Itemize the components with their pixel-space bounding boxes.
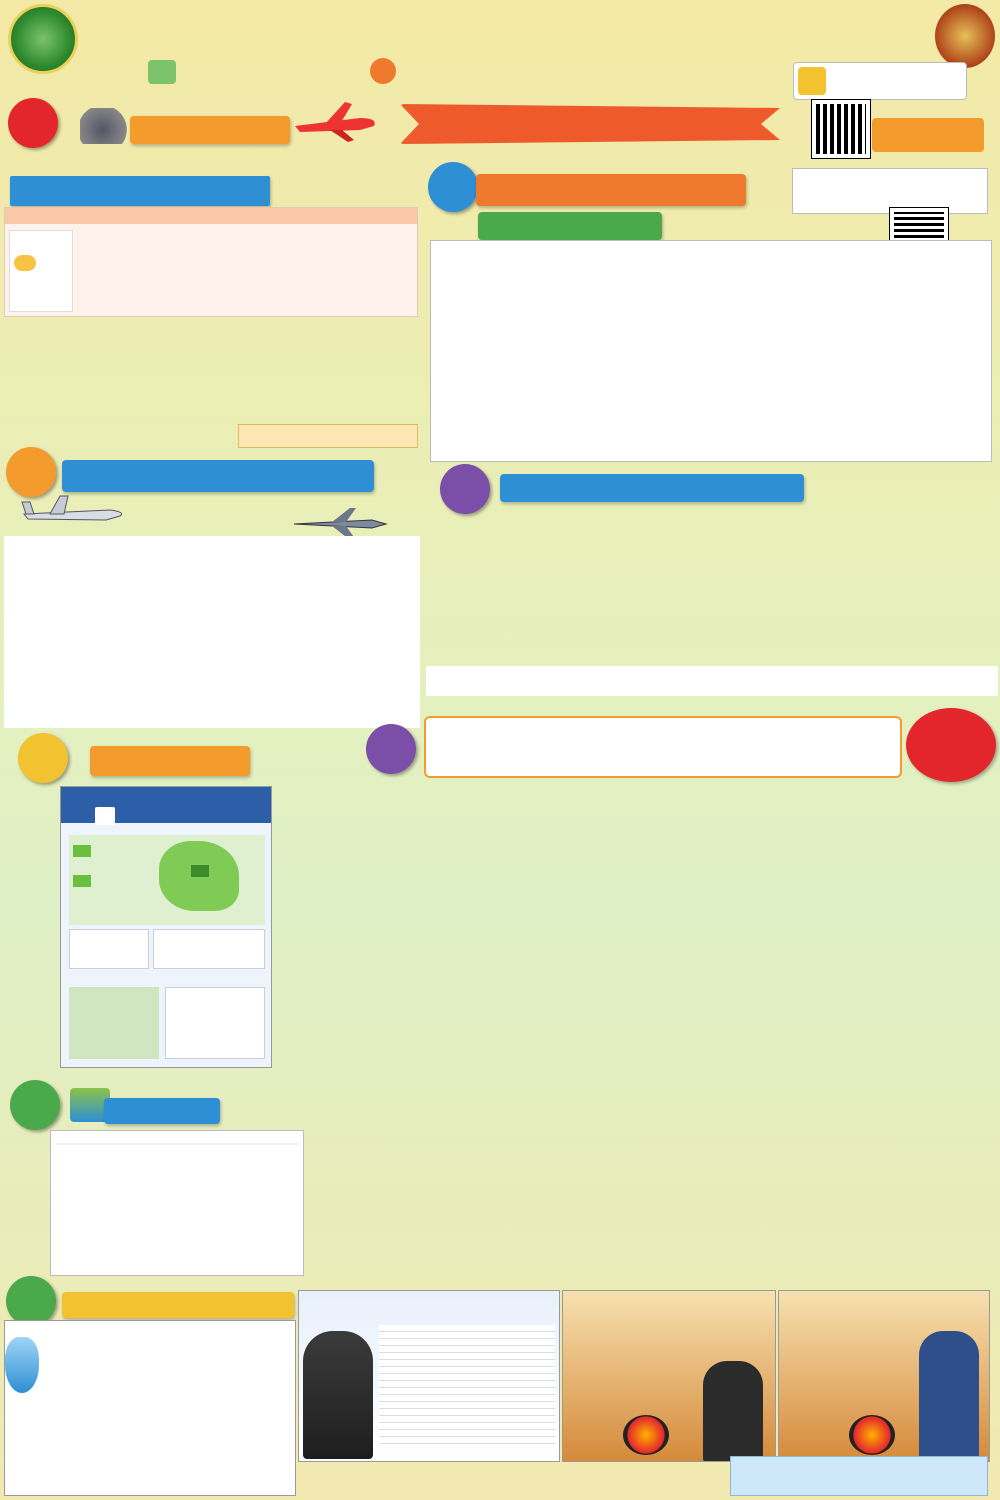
casa-plane-icon xyxy=(20,492,130,532)
section-6-number xyxy=(428,162,478,212)
province-seal-logo xyxy=(935,4,995,68)
pipunraj-qr-code[interactable] xyxy=(812,100,870,158)
forecast-panel xyxy=(4,207,418,317)
current-weather-card xyxy=(9,230,73,312)
royal-rain-text xyxy=(4,536,420,728)
poster-chart xyxy=(69,929,149,969)
forecast-subtitle xyxy=(10,176,270,206)
section-8-number xyxy=(366,724,416,774)
daily-total-badge xyxy=(906,708,996,782)
crop-source xyxy=(426,666,998,696)
aqi-badge-2 xyxy=(191,865,209,877)
announcement-text xyxy=(379,1325,555,1445)
section-6-title xyxy=(476,174,746,206)
section-4-title xyxy=(104,1098,220,1124)
epidemic-panel xyxy=(430,240,992,462)
air-quality-report-poster[interactable] xyxy=(60,786,272,1068)
poster-aqi-table xyxy=(153,929,265,969)
pipunraj-link-box[interactable] xyxy=(872,118,984,152)
email-icon xyxy=(370,58,396,84)
agriculture-office-logo xyxy=(8,4,78,74)
water-drop-icon xyxy=(5,1337,39,1393)
section-7-number xyxy=(440,464,490,514)
stop-burning-1 xyxy=(623,1415,669,1455)
pipunraj-logo-box xyxy=(793,62,967,100)
pipunraj-icon xyxy=(798,67,826,95)
sun-cloud-icon xyxy=(14,255,36,271)
section-2-title xyxy=(62,460,374,492)
forecast-city xyxy=(5,208,417,224)
phone-icon xyxy=(148,60,176,84)
weather-source xyxy=(238,424,418,448)
section-1-title xyxy=(130,116,290,144)
governor-photo xyxy=(703,1361,763,1461)
section-3-number xyxy=(18,733,68,783)
water-summary xyxy=(55,1143,299,1145)
poster-hotspot-table xyxy=(165,987,265,1059)
airplane-icon xyxy=(290,96,380,146)
poster-hotspot-map xyxy=(69,987,159,1059)
aqi-badge-1 xyxy=(73,845,91,857)
hotspot-title-box xyxy=(424,716,902,778)
burn-warning-poster-1[interactable] xyxy=(562,1290,776,1462)
poster-date xyxy=(95,807,115,825)
section-5-number xyxy=(6,1276,56,1326)
overview-ribbon xyxy=(400,104,780,144)
aqi-badge-3 xyxy=(73,875,91,887)
phone-contact xyxy=(148,60,184,84)
poster-header xyxy=(61,787,271,823)
forecast-days xyxy=(81,238,415,314)
stop-burning-2 xyxy=(849,1415,895,1455)
section-5-title xyxy=(62,1292,294,1318)
section-7-title xyxy=(500,474,804,502)
water-situation-card xyxy=(50,1130,304,1276)
minister-photo xyxy=(303,1331,373,1459)
poster-map xyxy=(69,835,265,925)
section-4-number xyxy=(10,1080,60,1130)
section-3-title xyxy=(90,746,250,776)
section-2-number xyxy=(6,447,56,497)
burn-warning-poster-2[interactable] xyxy=(778,1290,990,1462)
section-1-number xyxy=(8,98,58,148)
ministry-announcement-poster[interactable] xyxy=(298,1290,560,1462)
official-photo xyxy=(919,1331,979,1459)
epidemic-subtitle xyxy=(478,212,662,240)
storm-cloud-icon xyxy=(80,108,136,144)
compiler-box xyxy=(730,1456,988,1496)
drought-measures-poster[interactable] xyxy=(4,1320,296,1496)
